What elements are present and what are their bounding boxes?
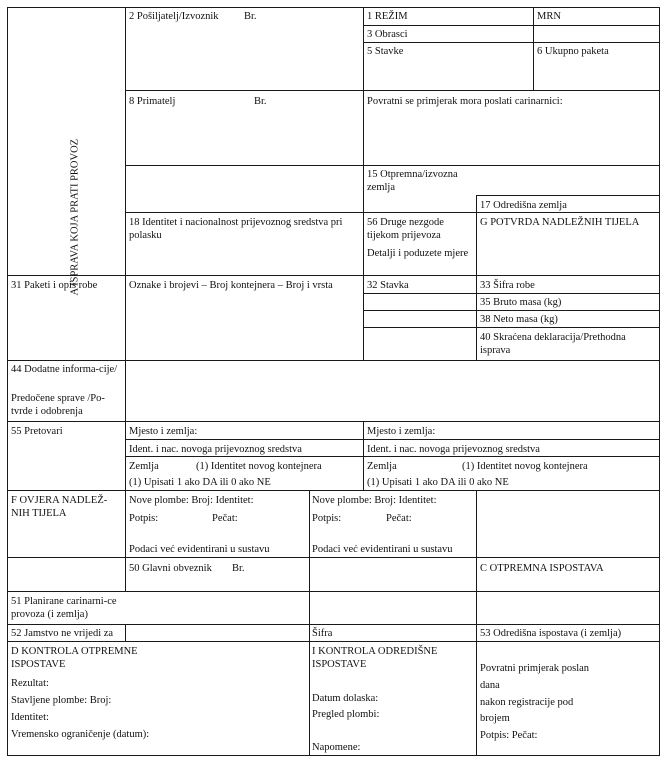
rule (363, 25, 660, 26)
seals-applied-label: Stavljene plombe: Broj: (11, 695, 112, 706)
rule (125, 90, 660, 91)
container-id-label-2: (1) Identitet novog kontejnera (462, 461, 588, 472)
remarks-label: Napomene: (312, 742, 361, 753)
country-label-2: Zemlja (367, 461, 397, 472)
country-label-1: Zemlja (129, 461, 159, 472)
signature-label-1: Potpis: (129, 513, 159, 524)
authority-endorsement-f: F OVJERA NADLEŽ-NIH TIJELA (11, 495, 108, 519)
rule (363, 42, 660, 43)
rule (7, 755, 660, 756)
principal-label: 50 Glavni obveznik (129, 563, 212, 574)
seal-examination-label: Pregled plombi: (312, 709, 380, 720)
authority-endorsement-g: G POTVRDA NADLEŽNIH TIJELA (480, 217, 640, 228)
mrn-label: MRN (537, 11, 561, 22)
incidents-label: 56 Druge nezgode tijekom prijevoza (367, 217, 444, 241)
rule (125, 212, 660, 213)
consignee-number-label: Br. (254, 96, 267, 107)
incidents-details-label: Detalji i poduzete mjere (367, 248, 469, 259)
principal-number-label: Br. (232, 563, 245, 574)
rule (476, 195, 477, 360)
rule (125, 439, 660, 440)
rule (7, 624, 660, 625)
transhipments-label: 55 Pretovari (11, 426, 63, 437)
office-of-departure-label: C OTPREMNA ISPOSTAVA (480, 563, 604, 574)
new-transport-label-1: Ident. i nac. novoga prijevoznog sredstva (129, 444, 302, 455)
destination-country-label: 17 Odredišna zemlja (480, 200, 567, 211)
return-copy-note: Povratni se primjerak mora poslati carinarnici: (367, 96, 563, 107)
departure-control-label: D KONTROLA OTPREMNE ISPOSTAVE (11, 646, 138, 670)
recorded-label-2: Podaci već evidentirani u sustavu (312, 544, 453, 555)
rule (7, 490, 660, 491)
new-transport-label-2: Ident. i nac. novoga prijevoznog sredstva (367, 444, 540, 455)
procedure-label: 1 REŽIM (367, 11, 408, 22)
rule (363, 293, 660, 294)
office-of-destination-label: 53 Odredišna ispostava (i zemlja) (480, 628, 622, 639)
stamp-label-1: Pečat: (212, 513, 238, 524)
place-country-label-2: Mjesto i zemlja: (367, 426, 436, 437)
documents-produced-label: Predočene sprave /Po-tvrde i odobrenja (11, 393, 105, 417)
rule (7, 421, 660, 422)
destination-control-label: I KONTROLA ODREDIŠNE ISPOSTAVE (312, 646, 438, 670)
rule (125, 624, 126, 641)
dispatch-country-label: 15 Otpremna/izvozna zemlja (367, 169, 458, 193)
time-limit-label: Vremensko ograničenje (datum): (11, 729, 150, 740)
return-date-label: dana (480, 680, 500, 691)
new-seals-label-1: Nove plombe: Broj: Identitet: (129, 495, 254, 506)
return-number-label: brojem (480, 713, 510, 724)
rule (533, 7, 534, 90)
consignor-label: 2 Pošiljatelj/Izvoznik (129, 11, 219, 22)
rule (476, 490, 477, 755)
forms-label: 3 Obrasci (367, 29, 408, 40)
consignor-number-label: Br. (244, 11, 257, 22)
return-registration-label: nakon registracije pod (480, 697, 574, 708)
rule (7, 557, 660, 558)
rule (7, 641, 660, 642)
rule (309, 490, 310, 755)
flag-note-1: (1) Upisati 1 ako DA ili 0 ako NE (129, 477, 271, 488)
signature-label-2: Potpis: (312, 513, 342, 524)
rule (125, 456, 660, 457)
rule (659, 7, 660, 756)
rule (7, 360, 660, 361)
new-seals-label-2: Nove plombe: Broj: Identitet: (312, 495, 437, 506)
net-mass-label: 38 Neto masa (kg) (480, 314, 558, 325)
code-label: Šifra (312, 628, 333, 639)
result-label: Rezultat: (11, 678, 49, 689)
rule (363, 7, 364, 360)
identity-label: Identitet: (11, 712, 49, 723)
transit-offices-label: 51 Planirane carinarni-ce provoza (i zemlja) (11, 596, 117, 620)
transport-identity-label: 18 Identitet i nacionalnost prijevoznog sredstva pri polasku (129, 217, 343, 241)
return-sign-stamp-label: Potpis: Pečat: (480, 730, 538, 741)
gross-mass-label: 35 Bruto masa (kg) (480, 297, 562, 308)
items-label: 5 Stavke (367, 46, 404, 57)
arrival-date-label: Datum dolaska: (312, 693, 379, 704)
stamp-label-2: Pečat: (386, 513, 412, 524)
rule (125, 7, 126, 591)
previous-document-label: 40 Skraćena deklaracija/Prethodna isprava (480, 332, 626, 356)
rule (363, 310, 660, 311)
flag-note-2: (1) Upisati 1 ako DA ili 0 ako NE (367, 477, 509, 488)
item-number-label: 32 Stavka (367, 280, 409, 291)
additional-info-label: 44 Dodatne informa-cije/ (11, 364, 118, 375)
marks-numbers-label: Oznake i brojevi – Broj kontejnera – Broj i vrsta (129, 280, 333, 291)
rule (476, 195, 660, 196)
recorded-label-1: Podaci već evidentirani u sustavu (129, 544, 270, 555)
rule (363, 327, 660, 328)
rule (125, 165, 660, 166)
guarantee-label: 52 Jamstvo ne vrijedi za (11, 628, 114, 639)
container-id-label-1: (1) Identitet novog kontejnera (196, 461, 322, 472)
place-country-label-1: Mjesto i zemlja: (129, 426, 198, 437)
rule (7, 591, 660, 592)
rule (7, 7, 8, 756)
commodity-code-label: 33 Šifra robe (480, 280, 535, 291)
packages-description-label: 31 Paketi i opis robe (11, 280, 98, 291)
rule (7, 7, 660, 8)
total-packages-label: 6 Ukupno paketa (537, 46, 609, 57)
consignee-label: 8 Primatelj (129, 96, 176, 107)
rule (7, 275, 660, 276)
side-label: A ISPRAVA KOJA PRATI PROVOZ (69, 138, 81, 296)
return-sent-label: Povratni primjerak poslan (480, 663, 590, 674)
